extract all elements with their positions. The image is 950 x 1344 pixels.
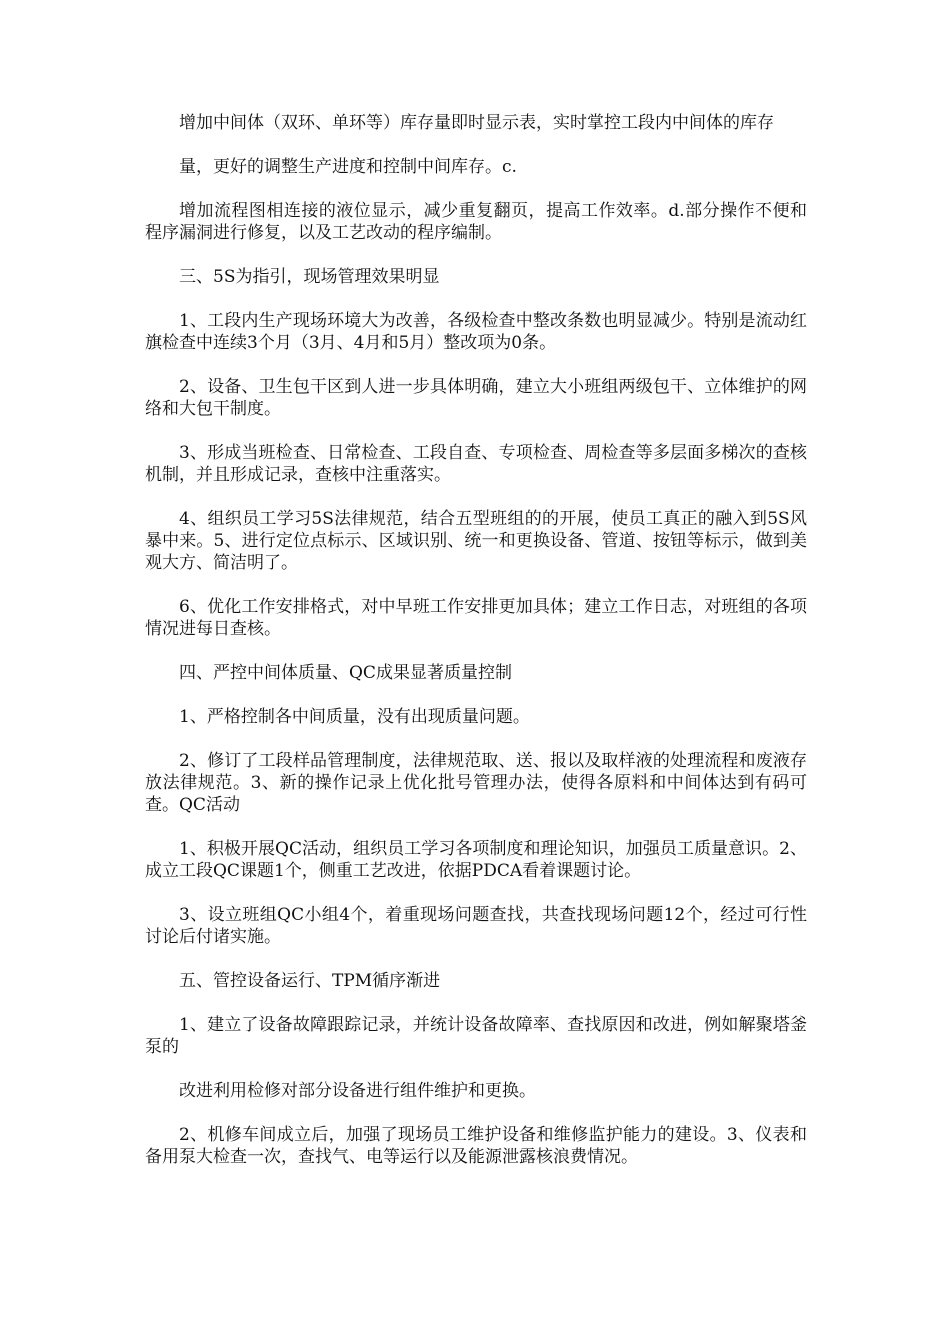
paragraph-tpm-maintenance: 改进利用检修对部分设备进行组件维护和更换。 [179, 1081, 536, 1101]
paragraph-liquid-level-display: 增加流程图相连接的液位显示，减少重复翻页，提高工作效率。d.部分操作不便和程序漏洞进行修复，以及工艺改动的程序编制。 [145, 201, 807, 243]
paragraph-qc-item-1-2: 1、积极开展QC活动，组织员工学习各项制度和理论知识，加强员工质量意识。2、成立工段QC课题1个，侧重工艺改进，依据PDCA看着课题讨论。 [145, 839, 807, 881]
paragraph-5s-item-1: 1、工段内生产现场环境大为改善，各级检查中整改条数也明显减少。特别是流动红旗检查中连续3个月（3月、4月和5月）整改项为0条。 [145, 311, 807, 353]
paragraph-5s-item-4-5: 4、组织员工学习5S法律规范，结合五型班组的的开展，使员工真正的融入到5S风暴中来。5、进行定位点标示、区域识别、统一和更换设备、管道、按钮等标示，做到美观大方、简洁明了。 [145, 509, 807, 573]
section-heading-5s: 三、5S为指引，现场管理效果明显 [179, 267, 440, 287]
paragraph-5s-item-3: 3、形成当班检查、日常检查、工段自查、专项检查、周检查等多层面多梯次的查核机制，并且形成记录，查核中注重落实。 [145, 443, 807, 485]
paragraph-5s-item-2: 2、设备、卫生包干区到人进一步具体明确，建立大小班组两级包干、立体维护的网络和大包干制度。 [145, 377, 807, 419]
paragraph-5s-item-6: 6、优化工作安排格式，对中早班工作安排更加具体；建立工作日志，对班组的各项情况进每日查核。 [145, 597, 807, 639]
paragraph-qc-item-3: 3、设立班组QC小组4个，着重现场问题查找，共查找现场问题12个，经过可行性讨论后付诸实施。 [145, 905, 807, 947]
paragraph-tpm-item-1: 1、建立了设备故障跟踪记录，并统计设备故障率、查找原因和改进，例如解聚塔釜泵的 [145, 1015, 807, 1057]
paragraph-intermediate-inventory: 增加中间体（双环、单环等）库存量即时显示表，实时掌控工段内中间体的库存 [179, 113, 774, 133]
paragraph-quality-item-1: 1、严格控制各中间质量，没有出现质量问题。 [179, 707, 530, 727]
section-heading-tpm: 五、管控设备运行、TPM循序渐进 [179, 971, 441, 991]
document-page [145, 112, 807, 1190]
paragraph-quality-item-2-3: 2、修订了工段样品管理制度，法律规范取、送、报以及取样液的处理流程和废液存放法律规范。3、新的操作记录上优化批号管理办法，使得各原料和中间体达到有码可查。QC活动 [145, 751, 807, 815]
paragraph-adjust-production: 量，更好的调整生产进度和控制中间库存。c. [179, 157, 517, 177]
paragraph-tpm-item-2-3: 2、机修车间成立后，加强了现场员工维护设备和维修监护能力的建设。3、仪表和备用泵大检查一次，查找气、电等运行以及能源泄露核浪费情况。 [145, 1125, 807, 1167]
section-heading-quality: 四、严控中间体质量、QC成果显著质量控制 [179, 663, 512, 683]
